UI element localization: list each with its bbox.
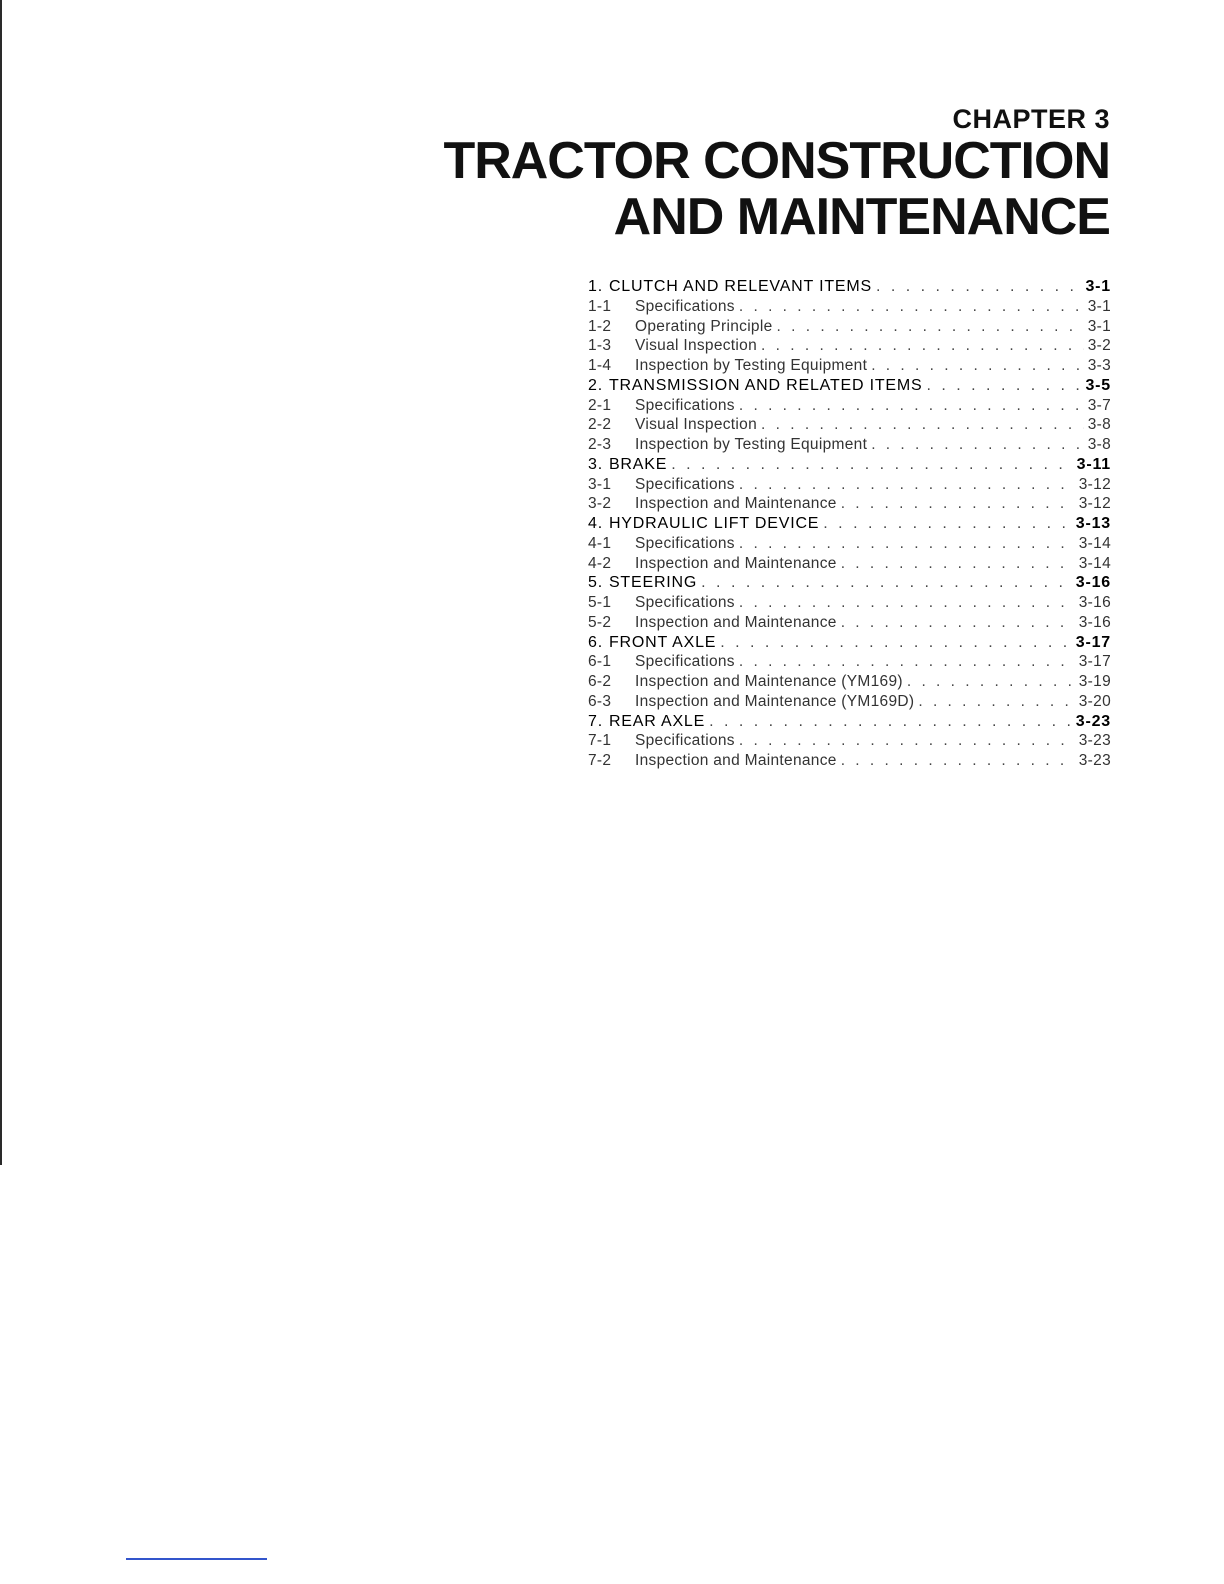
- toc-entry-page: 3-5: [1085, 376, 1111, 394]
- toc-entry-title: Specifications: [635, 732, 735, 750]
- toc-entry-title: Specifications: [635, 396, 735, 414]
- toc-dot-leader: [720, 634, 1072, 652]
- toc-entry-page: 3-2: [1087, 337, 1111, 355]
- toc-entry-page: 3-1: [1087, 297, 1111, 315]
- toc-entry-page: 3-17: [1078, 653, 1111, 671]
- toc-dot-leader: [739, 397, 1084, 415]
- toc-entry-page: 3-23: [1078, 732, 1111, 750]
- toc-entry-page: 3-16: [1078, 613, 1111, 631]
- toc-dot-leader: [739, 535, 1075, 553]
- toc-entry-page: 3-19: [1078, 673, 1111, 690]
- toc-entry-title: TRANSMISSION AND RELATED ITEMS: [608, 376, 923, 394]
- toc-entry-title: FRONT AXLE: [608, 633, 717, 651]
- toc-entry-title: Inspection and Maintenance (YM169): [635, 673, 903, 690]
- toc-subsection-entry: [588, 614, 1111, 634]
- toc-dot-leader: [876, 278, 1082, 296]
- chapter-title-line-2: AND MAINTENANCE: [613, 188, 1110, 246]
- toc-entry-number: 6-1: [588, 653, 612, 671]
- toc-entry-number: 5-2: [588, 613, 612, 631]
- toc-entry-page: 3-1: [1085, 278, 1111, 295]
- toc-entry-title: Inspection and Maintenance: [635, 613, 837, 631]
- toc-entry-number: 6-3: [588, 692, 612, 710]
- toc-entry-number: 1-4: [588, 357, 612, 374]
- toc-entry-number: 4.: [588, 515, 603, 532]
- toc-entry-number: 7-2: [588, 752, 612, 769]
- toc-section-entry: [588, 278, 1111, 298]
- toc-entry-number: 3-2: [588, 495, 612, 513]
- toc-dot-leader: [709, 713, 1072, 731]
- toc-entry-title: Specifications: [635, 475, 735, 493]
- toc-dot-leader: [739, 594, 1075, 612]
- toc-entry-number: 7-1: [588, 732, 612, 750]
- toc-entry-title: Visual Inspection: [635, 337, 758, 355]
- toc-entry-page: 3-8: [1087, 436, 1111, 453]
- toc-entry-number: 6-2: [588, 673, 612, 690]
- page-binding-edge: [0, 0, 2, 1165]
- toc-dot-leader: [739, 298, 1084, 316]
- toc-subsection-entry: [588, 594, 1111, 614]
- toc-subsection-entry: [588, 298, 1111, 318]
- toc-entry-title: STEERING: [608, 574, 698, 592]
- toc-subsection-entry: [588, 416, 1111, 436]
- toc-entry-page: 3-23: [1078, 752, 1111, 769]
- toc-entry-title: CLUTCH AND RELEVANT ITEMS: [608, 278, 872, 295]
- toc-dot-leader: [907, 673, 1075, 691]
- toc-entry-number: 2-3: [588, 436, 612, 453]
- toc-entry-number: 7.: [588, 712, 603, 730]
- toc-entry-number: 5-1: [588, 594, 612, 611]
- toc-entry-title: Visual Inspection: [635, 416, 758, 434]
- toc-section-entry: [588, 377, 1111, 397]
- toc-section-entry: [588, 713, 1111, 733]
- toc-dot-leader: [926, 377, 1081, 395]
- toc-dot-leader: [841, 555, 1075, 573]
- toc-entry-number: 6.: [588, 633, 603, 651]
- toc-dot-leader: [739, 732, 1075, 750]
- toc-dot-leader: [671, 456, 1072, 474]
- toc-subsection-entry: [588, 397, 1111, 417]
- toc-section-entry: [588, 634, 1111, 654]
- toc-entry-number: 4-2: [588, 554, 612, 572]
- toc-entry-number: 1.: [588, 278, 603, 295]
- toc-subsection-entry: [588, 318, 1111, 338]
- toc-subsection-entry: [588, 732, 1111, 752]
- toc-dot-leader: [823, 515, 1071, 533]
- toc-entry-number: 2.: [588, 376, 603, 394]
- toc-dot-leader: [841, 495, 1075, 513]
- toc-dot-leader: [761, 416, 1084, 434]
- toc-entry-page: 3-3: [1087, 357, 1111, 374]
- toc-dot-leader: [701, 574, 1072, 592]
- toc-entry-title: Specifications: [635, 534, 735, 552]
- toc-entry-title: Inspection and Maintenance (YM169D): [635, 692, 915, 710]
- toc-dot-leader: [871, 357, 1084, 375]
- toc-entry-page: 3-16: [1075, 574, 1111, 592]
- toc-entry-title: REAR AXLE: [608, 712, 706, 730]
- toc-entry-page: 3-16: [1078, 594, 1111, 611]
- toc-section-entry: [588, 515, 1111, 535]
- toc-entry-title: Inspection and Maintenance: [635, 554, 837, 572]
- toc-entry-page: 3-7: [1087, 396, 1111, 414]
- toc-dot-leader: [841, 614, 1075, 632]
- toc-subsection-entry: [588, 752, 1111, 772]
- toc-entry-title: Inspection and Maintenance: [635, 752, 837, 769]
- toc-entry-title: HYDRAULIC LIFT DEVICE: [608, 515, 820, 532]
- toc-entry-number: 4-1: [588, 534, 612, 552]
- toc-section-entry: [588, 574, 1111, 594]
- toc-entry-title: BRAKE: [608, 455, 668, 473]
- toc-entry-title: Inspection and Maintenance: [635, 495, 837, 513]
- toc-subsection-entry: [588, 555, 1111, 575]
- toc-dot-leader: [739, 476, 1075, 494]
- toc-entry-page: 3-13: [1075, 515, 1111, 532]
- toc-subsection-entry: [588, 495, 1111, 515]
- toc-subsection-entry: [588, 693, 1111, 713]
- toc-subsection-entry: [588, 535, 1111, 555]
- toc-entry-page: 3-14: [1078, 534, 1111, 552]
- toc-entry-page: 3-12: [1078, 495, 1111, 513]
- toc-entry-title: Inspection by Testing Equipment: [635, 357, 868, 374]
- toc-subsection-entry: [588, 673, 1111, 693]
- toc-entry-page: 3-8: [1087, 416, 1111, 434]
- toc-dot-leader: [841, 752, 1075, 770]
- toc-section-entry: [588, 456, 1111, 476]
- toc-entry-page: 3-11: [1076, 455, 1111, 473]
- toc-subsection-entry: [588, 476, 1111, 496]
- toc-entry-number: 1-1: [588, 297, 612, 315]
- toc-subsection-entry: [588, 436, 1111, 456]
- toc-entry-page: 3-14: [1078, 554, 1111, 572]
- chapter-number: CHAPTER 3: [952, 104, 1110, 134]
- toc-dot-leader: [761, 337, 1084, 355]
- toc-entry-title: Specifications: [635, 653, 735, 671]
- toc-entry-page: 3-1: [1087, 317, 1111, 335]
- chapter-title-line-1: TRACTOR CONSTRUCTION: [443, 132, 1110, 190]
- toc-entry-title: Operating Principle: [635, 317, 773, 335]
- toc-dot-leader: [871, 436, 1084, 454]
- toc-entry-title: Specifications: [635, 594, 735, 611]
- toc-subsection-entry: [588, 357, 1111, 377]
- toc-entry-page: 3-12: [1078, 475, 1111, 493]
- toc-dot-leader: [739, 653, 1075, 671]
- toc-subsection-entry: [588, 653, 1111, 673]
- toc-entry-title: Inspection by Testing Equipment: [635, 436, 868, 453]
- chapter-title: [443, 133, 1110, 245]
- toc-entry-title: Specifications: [635, 297, 735, 315]
- toc-entry-number: 1-3: [588, 337, 612, 355]
- footer-rule: [126, 1558, 267, 1560]
- toc-entry-number: 5.: [588, 574, 603, 592]
- toc-entry-number: 3.: [588, 455, 603, 473]
- toc-dot-leader: [777, 318, 1084, 336]
- toc-dot-leader: [918, 693, 1074, 711]
- table-of-contents: [588, 278, 1111, 772]
- toc-subsection-entry: [588, 337, 1111, 357]
- toc-entry-page: 3-23: [1075, 712, 1111, 730]
- toc-entry-page: 3-17: [1075, 633, 1111, 651]
- toc-entry-number: 3-1: [588, 475, 612, 493]
- toc-entry-page: 3-20: [1078, 692, 1111, 710]
- toc-entry-number: 2-2: [588, 416, 612, 434]
- toc-entry-number: 2-1: [588, 396, 612, 414]
- toc-entry-number: 1-2: [588, 317, 612, 335]
